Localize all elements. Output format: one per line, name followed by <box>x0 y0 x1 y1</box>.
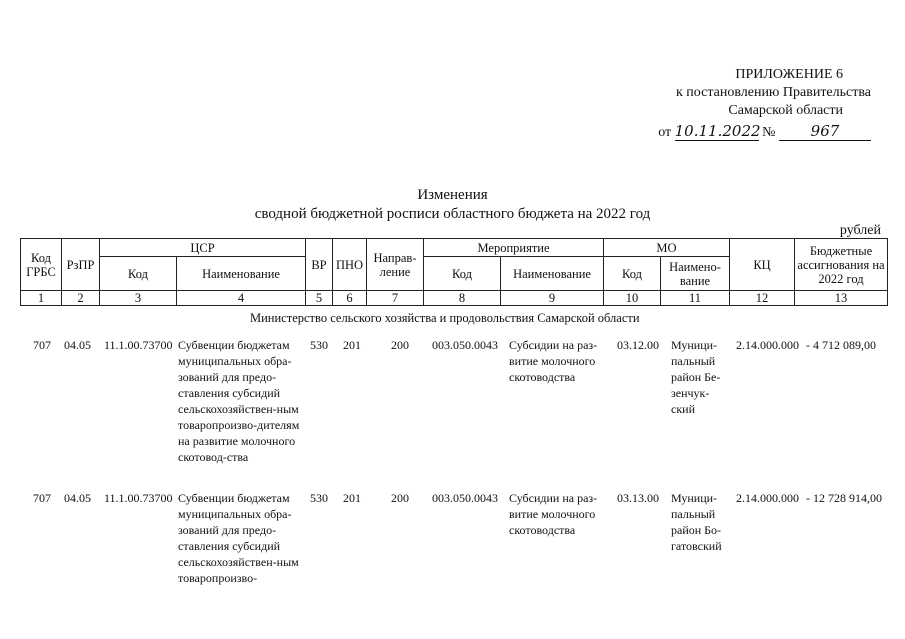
cell-napr: 200 <box>391 338 409 352</box>
appendix-line3: Самарской области <box>728 103 843 118</box>
cell-rzpr: 04.05 <box>64 338 91 352</box>
col-number: 10 <box>604 291 661 306</box>
cell-napr: 200 <box>391 491 409 505</box>
cell-mer-kod: 003.050.0043 <box>432 338 498 352</box>
cell-vr: 530 <box>310 491 328 505</box>
cell-amount: - 4 712 089,00 <box>806 338 876 352</box>
col-number: 2 <box>62 291 100 306</box>
cell-mo-kod: 03.13.00 <box>617 491 659 505</box>
cell-csr-name: Субвенции бюджетам муниципальных обра-зований для предо-ставления субсидий сельскохозяйствен-ным товаропроизво- <box>178 491 299 585</box>
cell-grbs: 707 <box>33 491 51 505</box>
cell-csr-kod: 11.1.00.73700 <box>104 338 173 352</box>
col-mo-kod: Код <box>604 257 661 291</box>
cell-csr-name: Субвенции бюджетам муниципальных обра-зований для предо-ставления субсидий сельскохозяйствен-ным товаропроизво-дителям на развитие молочного скотовод-ства <box>178 338 300 464</box>
col-number: 11 <box>661 291 730 306</box>
title-line1: Изменения <box>417 187 488 203</box>
col-number: 8 <box>424 291 501 306</box>
date-prefix: от <box>658 125 672 140</box>
cell-amount: - 12 728 914,00 <box>806 491 882 505</box>
document-title <box>0 186 905 224</box>
appendix-title: ПРИЛОЖЕНИЕ 6 <box>735 67 843 82</box>
col-pno: ПНО <box>333 239 367 291</box>
cell-mo-name: Муници-пальный район Бе-зенчук-ский <box>671 338 721 416</box>
col-number: 5 <box>306 291 333 306</box>
col-number: 6 <box>333 291 367 306</box>
number-signature: 967 <box>779 122 871 141</box>
cell-mer-name: Субсидии на раз-витие молочного скотоводства <box>509 338 598 384</box>
col-csr-kod: Код <box>100 257 177 291</box>
col-mer-kod: Код <box>424 257 501 291</box>
units-label: рублей <box>839 223 881 238</box>
title-line2: сводной бюджетной росписи областного бюджета на 2022 год <box>254 206 651 222</box>
col-csr-name: Наименование <box>177 257 306 291</box>
col-number: 3 <box>100 291 177 306</box>
cell-csr-kod: 11.1.00.73700 <box>104 491 173 505</box>
col-number: 4 <box>177 291 306 306</box>
col-mer-name: Наименование <box>501 257 604 291</box>
col-csr: ЦСР <box>100 239 306 257</box>
col-number: 12 <box>730 291 795 306</box>
col-kc: КЦ <box>730 239 795 291</box>
appendix-line2: к постановлению Правительства <box>675 85 871 100</box>
cell-mo-kod: 03.12.00 <box>617 338 659 352</box>
cell-rzpr: 04.05 <box>64 491 91 505</box>
cell-pno: 201 <box>343 338 361 352</box>
ministry-heading: Министерство сельского хозяйства и продовольствия Самарской области <box>250 311 640 325</box>
cell-kc: 2.14.000.000 <box>736 491 799 505</box>
cell-mer-name: Субсидии на раз-витие молочного скотоводства <box>509 491 598 537</box>
appendix-header <box>658 66 871 142</box>
col-meropr: Мероприятие <box>424 239 604 257</box>
col-budget: Бюджетные ассигнования на 2022 год <box>795 239 888 291</box>
appendix-date-line <box>658 122 871 142</box>
cell-mer-kod: 003.050.0043 <box>432 491 498 505</box>
col-number: 7 <box>367 291 424 306</box>
col-rzpr: РзПР <box>62 239 100 291</box>
cell-mo-name: Муници-пальный район Бо-гатовский <box>671 491 722 553</box>
col-kod-grbs: Код ГРБС <box>21 239 62 291</box>
col-mo-name: Наимено-вание <box>661 257 730 291</box>
date-signature: 10.11.2022 <box>674 122 761 140</box>
cell-grbs: 707 <box>33 338 51 352</box>
cell-pno: 201 <box>343 491 361 505</box>
cell-kc: 2.14.000.000 <box>736 338 799 352</box>
number-sign: № <box>762 125 776 140</box>
col-napr: Направ-ление <box>367 239 424 291</box>
col-mo: МО <box>604 239 730 257</box>
col-number: 13 <box>795 291 888 306</box>
header-table <box>20 238 888 306</box>
cell-vr: 530 <box>310 338 328 352</box>
col-vr: ВР <box>306 239 333 291</box>
col-number: 1 <box>21 291 62 306</box>
col-number: 9 <box>501 291 604 306</box>
